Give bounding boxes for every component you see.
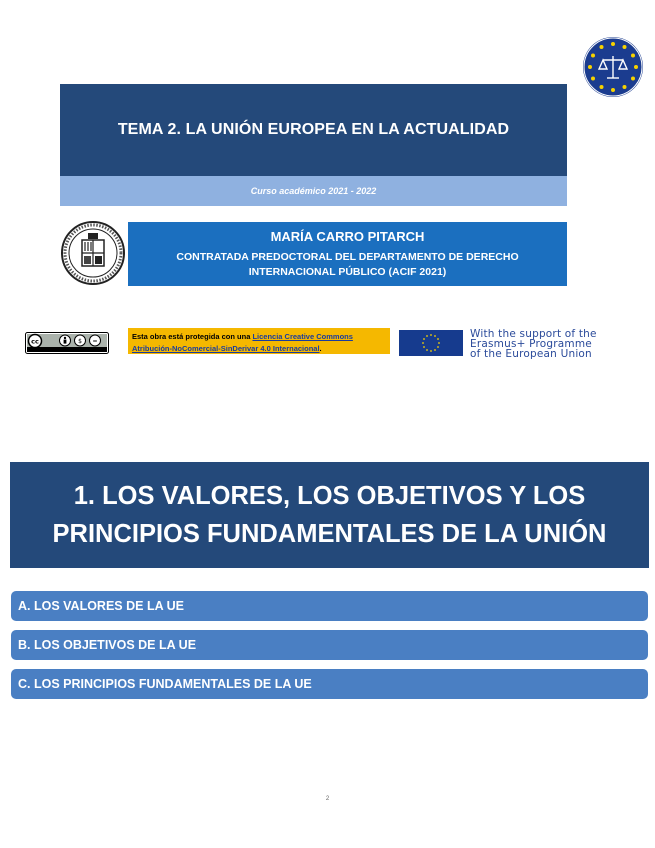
erasmus-line-2: Erasmus+ Programme (470, 338, 592, 350)
page-number: 2 (325, 796, 330, 802)
author-role: CONTRATADA PREDOCTORAL DEL DEPARTAMENTO DE DERECHO INTERNACIONAL PÚBLICO (ACIF 2021) (176, 251, 519, 278)
license-notice (128, 328, 390, 354)
item-values[interactable]: A. LOS VALORES DE LA UE (11, 591, 648, 621)
erasmus-line-3: of the European Union (470, 348, 592, 360)
erasmus-line-1: With the support of the (470, 328, 597, 340)
item-objectives[interactable]: B. LOS OBJETIVOS DE LA UE (11, 630, 648, 660)
license-link-terms[interactable]: Atribución-NoComercial-SinDerivar 4.0 Internacional (132, 344, 320, 353)
section-heading: 1. LOS VALORES, LOS OBJETIVOS Y LOS PRINCIPIOS FUNDAMENTALES DE LA UNIÓN (10, 462, 649, 568)
document-title: TEMA 2. LA UNIÓN EUROPEA EN LA ACTUALIDAD (60, 84, 567, 176)
author-block (128, 222, 567, 286)
svg-text:=: = (92, 338, 98, 345)
license-prefix: Esta obra está protegida con una (132, 332, 253, 341)
eu-justice-seal-logo (582, 36, 644, 98)
license-suffix: . (319, 344, 322, 353)
eu-flag-icon (399, 330, 463, 356)
author-name: MARÍA CARRO PITARCH (270, 229, 425, 244)
item-principles[interactable]: C. LOS PRINCIPIOS FUNDAMENTALES DE LA UE (11, 669, 648, 699)
license-link-cc[interactable]: Licencia Creative Commons (252, 332, 353, 341)
academic-year: Curso académico 2021 - 2022 (60, 176, 567, 206)
creative-commons-badge-icon[interactable] (25, 332, 109, 354)
erasmus-support-text (470, 329, 630, 359)
svg-text:cc: cc (31, 337, 39, 346)
svg-text:$: $ (78, 338, 82, 345)
university-seal-logo (60, 220, 126, 286)
